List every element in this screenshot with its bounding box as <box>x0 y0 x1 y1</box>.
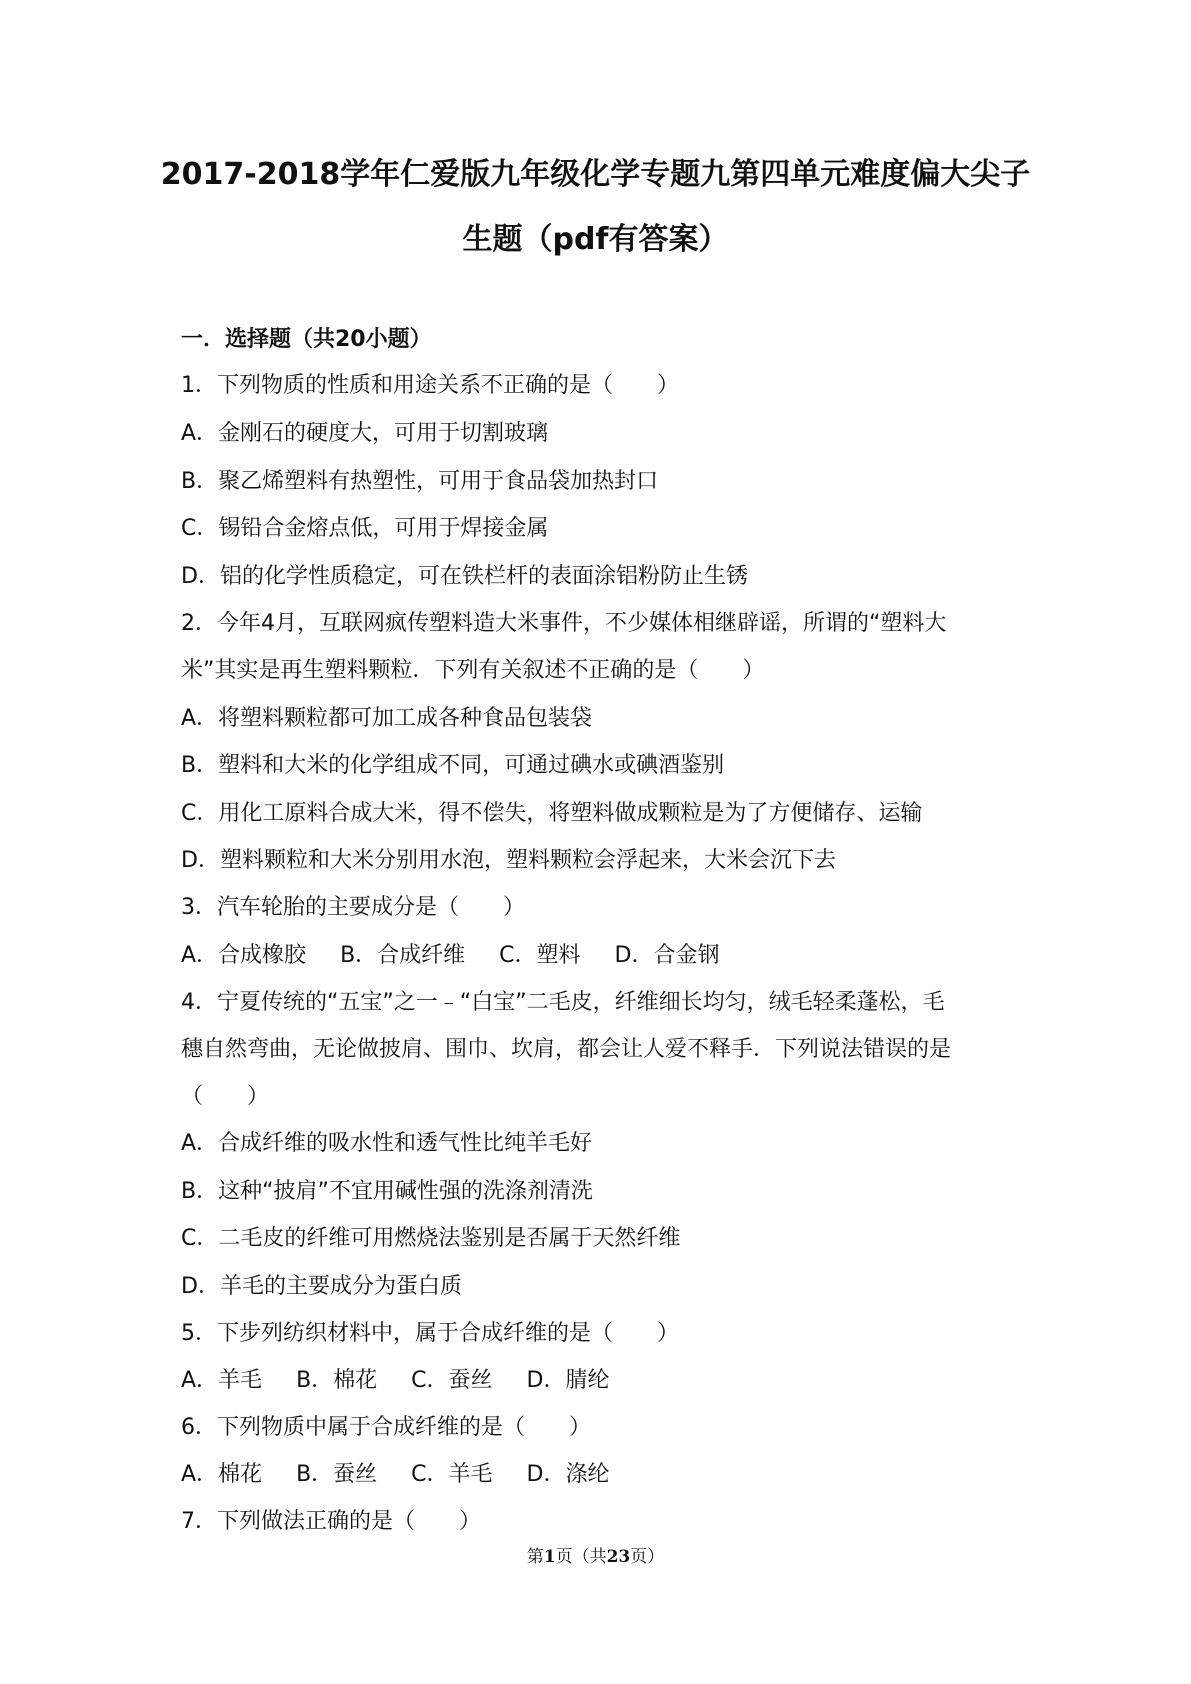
document-title-line-1: 2017-2018学年仁爱版九年级化学专题九第四单元难度偏大尖子 <box>160 157 1031 192</box>
footer-page-number: 1 <box>543 1547 556 1567</box>
footer-suffix: 页） <box>630 1547 665 1567</box>
question-4-stem-line-2: 穗自然弯曲，无论做披肩、围巾、坎肩，都会让人爱不释手．下列说法错误的是 <box>181 1037 952 1062</box>
question-3-option-d: D．合金钢 <box>614 943 720 968</box>
question-2-option-a: A．将塑料颗粒都可加工成各种食品包装袋 <box>181 706 593 731</box>
question-6-option-a: A．棉花 <box>181 1462 263 1487</box>
question-3-options <box>181 945 753 967</box>
question-2-stem-line-1: 2．今年4月，互联网疯传塑料造大米事件，不少媒体相继辟谣，所谓的“塑料大 <box>181 611 947 636</box>
question-4-option-c: C．二毛皮的纤维可用燃烧法鉴别是否属于天然纤维 <box>181 1226 681 1251</box>
question-3-option-b: B．合成纤维 <box>340 943 466 968</box>
question-4-option-d: D．羊毛的主要成分为蛋白质 <box>181 1274 462 1299</box>
footer-total-pages: 23 <box>606 1547 631 1567</box>
section-heading: 一．选择题（共20小题） <box>181 327 432 352</box>
question-2-option-c: C．用化工原料合成大米，得不偿失，将塑料做成颗粒是为了方便储存、运输 <box>181 801 923 826</box>
question-1-stem: 1．下列物质的性质和用途关系不正确的是（ ） <box>181 373 679 398</box>
question-6-option-c: C．羊毛 <box>411 1462 493 1487</box>
question-1-option-b: B．聚乙烯塑料有热塑性，可用于食品袋加热封口 <box>181 469 659 494</box>
page-footer <box>0 1549 1191 1566</box>
question-5-options <box>181 1370 643 1392</box>
question-2-option-d: D．塑料颗粒和大米分别用水泡，塑料颗粒会浮起来，大米会沉下去 <box>181 848 836 873</box>
footer-prefix: 第 <box>526 1547 544 1567</box>
question-6-option-d: D．涤纶 <box>526 1462 610 1487</box>
question-6-options <box>181 1464 643 1486</box>
question-3-option-c: C．塑料 <box>499 943 581 968</box>
question-1-option-c: C．锡铅合金熔点低，可用于焊接金属 <box>181 516 549 541</box>
question-5-option-b: B．棉花 <box>296 1368 378 1393</box>
question-3-stem: 3．汽车轮胎的主要成分是（ ） <box>181 895 525 920</box>
question-4-option-b: B．这种“披肩”不宜用碱性强的洗涤剂清洗 <box>181 1179 593 1204</box>
question-2-stem-line-2: 米”其实是再生塑料颗粒．下列有关叙述不正确的是（ ） <box>181 658 765 683</box>
question-5-option-c: C．蚕丝 <box>411 1368 493 1393</box>
question-3-option-a: A．合成橡胶 <box>181 943 307 968</box>
footer-middle: 页（共 <box>555 1547 607 1567</box>
question-6-option-b: B．蚕丝 <box>296 1462 378 1487</box>
question-2-option-b: B．塑料和大米的化学组成不同，可通过碘水或碘酒鉴别 <box>181 753 725 778</box>
question-6-stem: 6．下列物质中属于合成纤维的是（ ） <box>181 1415 591 1440</box>
question-1-option-a: A．金刚石的硬度大，可用于切割玻璃 <box>181 421 549 446</box>
question-5-stem: 5．下步列纺织材料中，属于合成纤维的是（ ） <box>181 1321 679 1346</box>
question-4-stem-line-3: （ ） <box>181 1084 270 1109</box>
question-5-option-a: A．羊毛 <box>181 1368 263 1393</box>
question-5-option-d: D．腈纶 <box>526 1368 610 1393</box>
question-4-stem-line-1: 4．宁夏传统的“五宝”之一﹣“白宝”二毛皮，纤维细长均匀，绒毛轻柔蓬松，毛 <box>181 990 945 1015</box>
question-1-option-d: D．铝的化学性质稳定，可在铁栏杆的表面涂铝粉防止生锈 <box>181 564 748 589</box>
question-7-stem: 7．下列做法正确的是（ ） <box>181 1509 481 1534</box>
document-title-line-2: 生题（pdf有答案） <box>462 222 729 257</box>
question-4-option-a: A．合成纤维的吸水性和透气性比纯羊毛好 <box>181 1131 593 1156</box>
